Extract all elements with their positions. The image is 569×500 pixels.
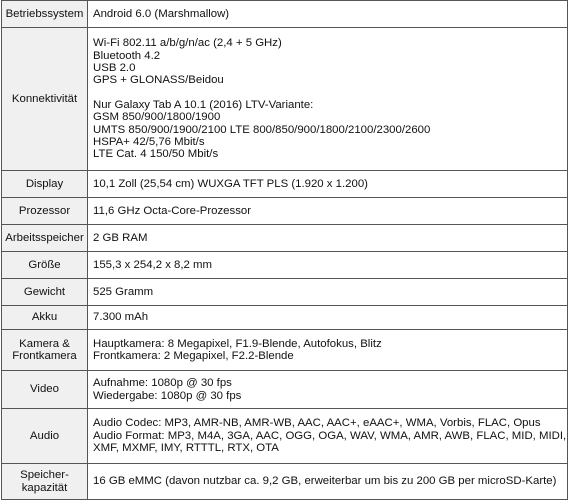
- label-line: Display: [25, 177, 64, 190]
- spec-table: [1, 0, 568, 500]
- value-line: GPS + GLONASS/Beidou: [93, 74, 224, 87]
- label-line: Konnektivität: [11, 92, 78, 105]
- row-value: [88, 409, 568, 464]
- value-line: 2 GB RAM: [93, 231, 148, 244]
- label-line: Arbeitsspeicher: [5, 231, 84, 244]
- label-line: Video: [30, 383, 59, 396]
- row-value: [88, 28, 568, 171]
- table-row: [2, 279, 568, 306]
- label-line: Audio: [29, 429, 60, 442]
- label-line: Frontkamera: [12, 350, 77, 362]
- table-row: [2, 28, 568, 171]
- row-label: [2, 1, 88, 28]
- row-value: [88, 371, 568, 409]
- value-line: 10,1 Zoll (25,54 cm) WUXGA TFT PLS (1.920 x 1.200): [93, 177, 368, 190]
- label-line: Speicher-: [20, 469, 69, 482]
- value-line: 525 Gramm: [93, 285, 154, 298]
- row-value: [88, 225, 568, 252]
- row-value: [88, 171, 568, 198]
- label-line: Prozessor: [18, 204, 71, 217]
- value-line: 7.300 mAh: [93, 311, 149, 324]
- row-label: [2, 330, 88, 371]
- row-value: [88, 306, 568, 330]
- row-value: [88, 198, 568, 225]
- label-line: Größe: [28, 258, 61, 271]
- value-line: Nur Galaxy Tab A 10.1 (2016) LTV-Variante:: [93, 98, 314, 111]
- row-label: [2, 225, 88, 252]
- row-value: [88, 279, 568, 306]
- value-line: HSPA+ 42/5,76 Mbit/s: [93, 136, 205, 149]
- table-row: [2, 198, 568, 225]
- table-row: [2, 171, 568, 198]
- value-line: Bluetooth 4.2: [93, 49, 161, 62]
- value-line: Audio Codec: MP3, AMR-NB, AMR-WB, AAC, AAC+, eAAC+, WMA, Vorbis, FLAC, Opus: [93, 417, 541, 430]
- value-line: Wi-Fi 802.11 a/b/g/n/ac (2,4 + 5 GHz): [93, 37, 282, 50]
- label-line: Betriebssystem: [5, 7, 84, 20]
- table-row: [2, 1, 568, 28]
- row-label: [2, 28, 88, 171]
- value-line: UMTS 850/900/1900/2100 LTE 800/850/900/1800/2100/2300/2600: [93, 123, 431, 136]
- label-line: Kamera &: [19, 337, 70, 350]
- value-line: USB 2.0: [93, 61, 136, 74]
- value-line: XMF, MXMF, IMY, RTTTL, RTX, OTA: [93, 442, 279, 455]
- row-label: [2, 171, 88, 198]
- row-label: [2, 371, 88, 409]
- value-line: Frontkamera: 2 Megapixel, F2.2-Blende: [93, 350, 294, 362]
- value-line: 11,6 GHz Octa-Core-Prozessor: [93, 204, 252, 217]
- label-line: Akku: [31, 311, 58, 324]
- row-label: [2, 409, 88, 464]
- value-line: LTE Cat. 4 150/50 Mbit/s: [93, 148, 219, 161]
- row-value: [88, 464, 568, 500]
- table-row: [2, 252, 568, 279]
- value-line-spacer: [93, 87, 565, 99]
- value-line: Aufnahme: 1080p @ 30 fps: [93, 377, 232, 390]
- row-label: [2, 252, 88, 279]
- table-row: [2, 330, 568, 371]
- value-line: Wiedergabe: 1080p @ 30 fps: [93, 389, 242, 402]
- value-line: Android 6.0 (Marshmallow): [93, 7, 230, 20]
- value-line: Hauptkamera: 8 Megapixel, F1.9-Blende, Autofokus, Blitz: [93, 337, 382, 350]
- row-value: [88, 252, 568, 279]
- table-row: [2, 409, 568, 464]
- table-row: [2, 464, 568, 500]
- value-line: 16 GB eMMC (davon nutzbar ca. 9,2 GB, erweiterbar um bis zu 200 GB per microSD-Karte): [93, 475, 557, 488]
- row-label: [2, 198, 88, 225]
- row-label: [2, 464, 88, 500]
- row-label: [2, 306, 88, 330]
- table-row: [2, 306, 568, 330]
- value-line: GSM 850/900/1800/1900: [93, 111, 221, 124]
- value-line: 155,3 x 254,2 x 8,2 mm: [93, 258, 213, 271]
- row-value: [88, 330, 568, 371]
- row-value: [88, 1, 568, 28]
- table-row: [2, 225, 568, 252]
- value-line: Audio Format: MP3, M4A, 3GA, AAC, OGG, OGA, WAV, WMA, AMR, AWB, FLAC, MID, MIDI,: [93, 429, 567, 442]
- row-label: [2, 279, 88, 306]
- table-row: [2, 371, 568, 409]
- label-line: kapazität: [21, 481, 68, 494]
- label-line: Gewicht: [23, 285, 66, 298]
